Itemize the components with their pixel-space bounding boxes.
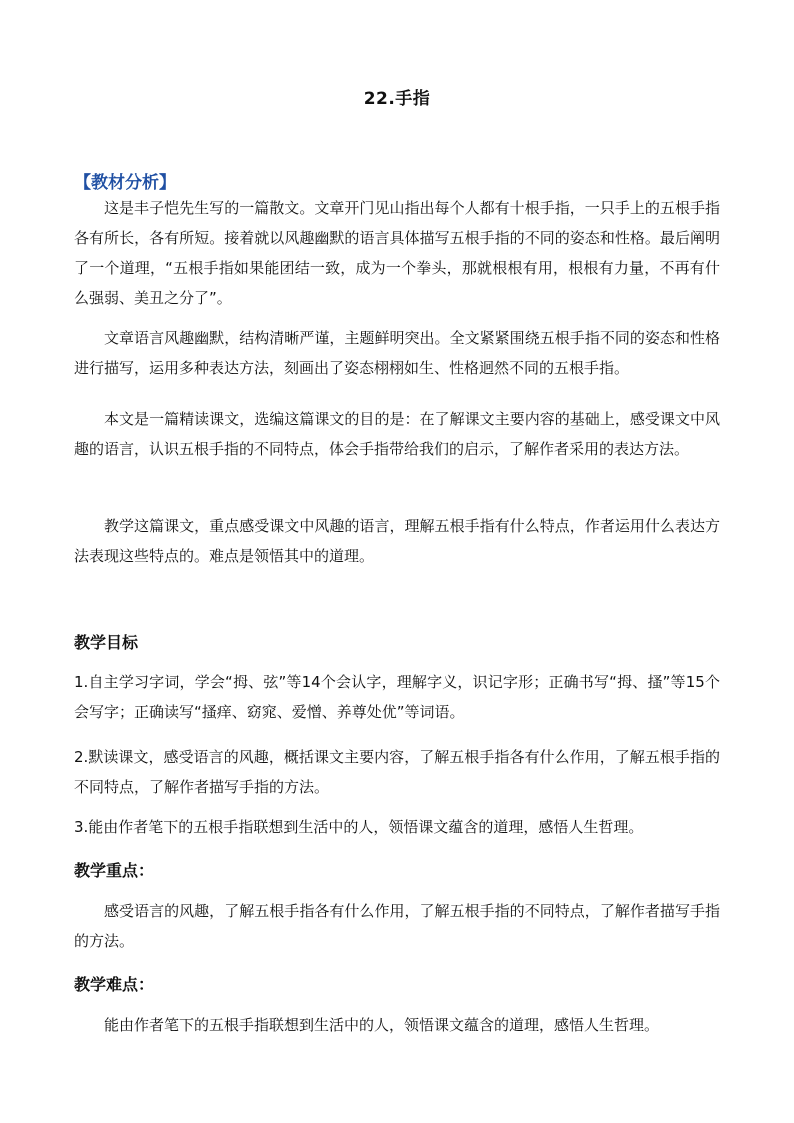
analysis-paragraph-4: 教学这篇课文，重点感受课文中风趣的语言，理解五根手指有什么特点，作者运用什么表达方法表现这些特点的。难点是领悟其中的道理。 bbox=[74, 517, 720, 565]
difficulties-text: 能由作者笔下的五根手指联想到生活中的人，领悟课文蕴含的道理，感悟人生哲理。 bbox=[104, 1016, 660, 1034]
analysis-paragraph-2: 文章语言风趣幽默，结构清晰严谨，主题鲜明突出。全文紧紧围绕五根手指不同的姿态和性格进行描写，运用多种表达方法，刻画出了姿态栩栩如生、性格迥然不同的五根手指。 bbox=[74, 329, 720, 377]
goal-item-3: 3.能由作者笔下的五根手指联想到生活中的人，领悟课文蕴含的道理，感悟人生哲理。 bbox=[74, 818, 644, 836]
key-points-text: 感受语言的风趣，了解五根手指各有什么作用，了解五根手指的不同特点，了解作者描写手指的方法。 bbox=[74, 902, 720, 950]
difficulties-heading: 教学难点： bbox=[74, 975, 155, 994]
page-title: 22.手指 bbox=[363, 89, 431, 109]
key-points-heading: 教学重点： bbox=[74, 861, 155, 880]
goals-heading: 教学目标 bbox=[74, 633, 139, 652]
goal-item-2: 2.默读课文，感受语言的风趣，概括课文主要内容，了解五根手指各有什么作用，了解五根手指的不同特点，了解作者描写手指的方法。 bbox=[74, 748, 720, 796]
analysis-heading: 【教材分析】 bbox=[74, 173, 176, 193]
goal-item-1: 1.自主学习字词，学会“拇、弦”等14个会认字，理解字义，识记字形；正确书写“拇、搔”等15个会写字；正确读写“搔痒、窈窕、爱憎、养尊处优”等词语。 bbox=[74, 673, 720, 721]
analysis-paragraph-1: 这是丰子恺先生写的一篇散文。文章开门见山指出每个人都有十根手指，一只手上的五根手指各有所长，各有所短。接着就以风趣幽默的语言具体描写五根手指的不同的姿态和性格。最后阐明了一个道理，“五根手指如果能团结一致，成为一个拳头，那就根根有用，根根有力量，不再有什么强弱、美丑之分了”。 bbox=[74, 199, 720, 307]
analysis-paragraph-3: 本文是一篇精读课文，选编这篇课文的目的是：在了解课文主要内容的基础上，感受课文中风趣的语言，认识五根手指的不同特点，体会手指带给我们的启示，了解作者采用的表达方法。 bbox=[74, 410, 720, 458]
